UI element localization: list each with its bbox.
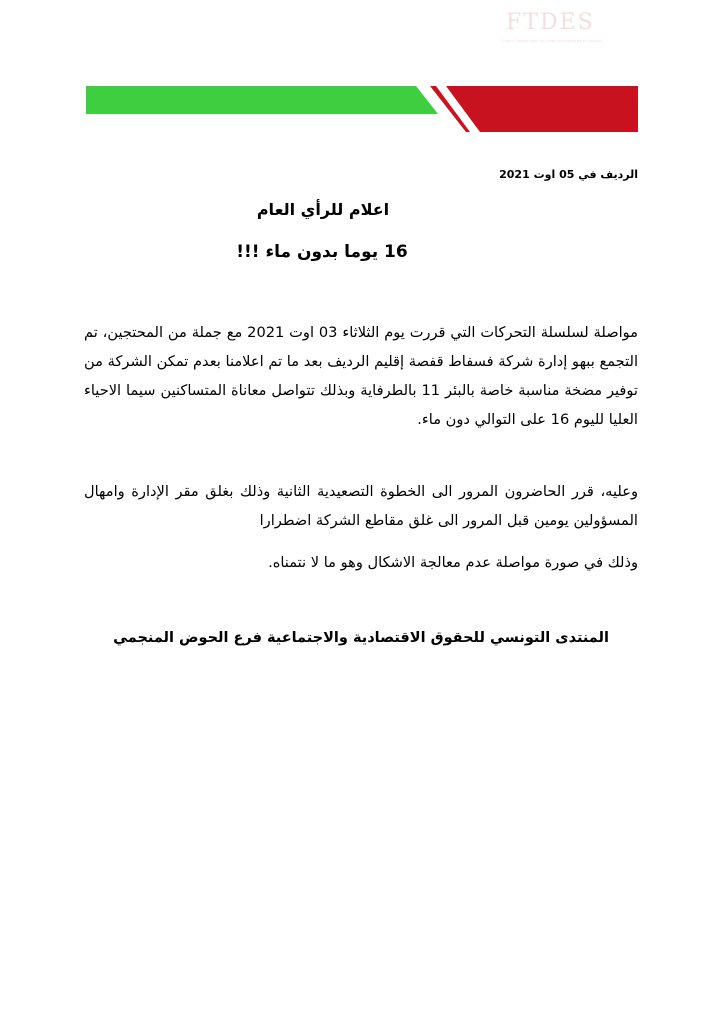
ftdes-logo-subtitle: Forum Tunisien pour les Droits Economiques et Sociaux	[502, 38, 602, 43]
ftdes-logo: FTDES	[506, 10, 595, 35]
paragraph-2: وعليه، قرر الحاضرون المرور الى الخطوة التصعيدية الثانية وذلك بغلق مقر الإدارة وامهال المسؤولين يومين قبل المرور الى غلق مقاطع الشركة اضطرارا	[84, 483, 638, 529]
signature: المنتدى التونسي للحقوق الاقتصادية والاجتماعية فرع الحوض المنجمي	[113, 630, 609, 646]
announcement-subtitle: 16 يوما بدون ماء !!!	[236, 242, 408, 262]
date-line: الرديف في 05 اوت 2021	[499, 168, 638, 181]
paragraph-3: وذلك في صورة مواصلة عدم معالجة الاشكال وهو ما لا نتمناه.	[268, 554, 638, 571]
paragraph-1: مواصلة لسلسلة التحركات التي قررت يوم الثلاثاء 03 اوت 2021 مع جملة من المحتجين، تم التجمع ببهو إدارة شركة فسفاط قفصة إقليم الرديف بعد ما تم اعلامنا بعدم تمكن الشركة من توفير مضخة مناسبة خاصة بالبئر 11 بالطرفاية وبذلك تتواصل معاناة المتساكنين سيما الاحياء العليا لليوم 16 على التوالي دون ماء.	[84, 324, 639, 428]
announcement-title: اعلام للرأي العام	[256, 200, 390, 219]
